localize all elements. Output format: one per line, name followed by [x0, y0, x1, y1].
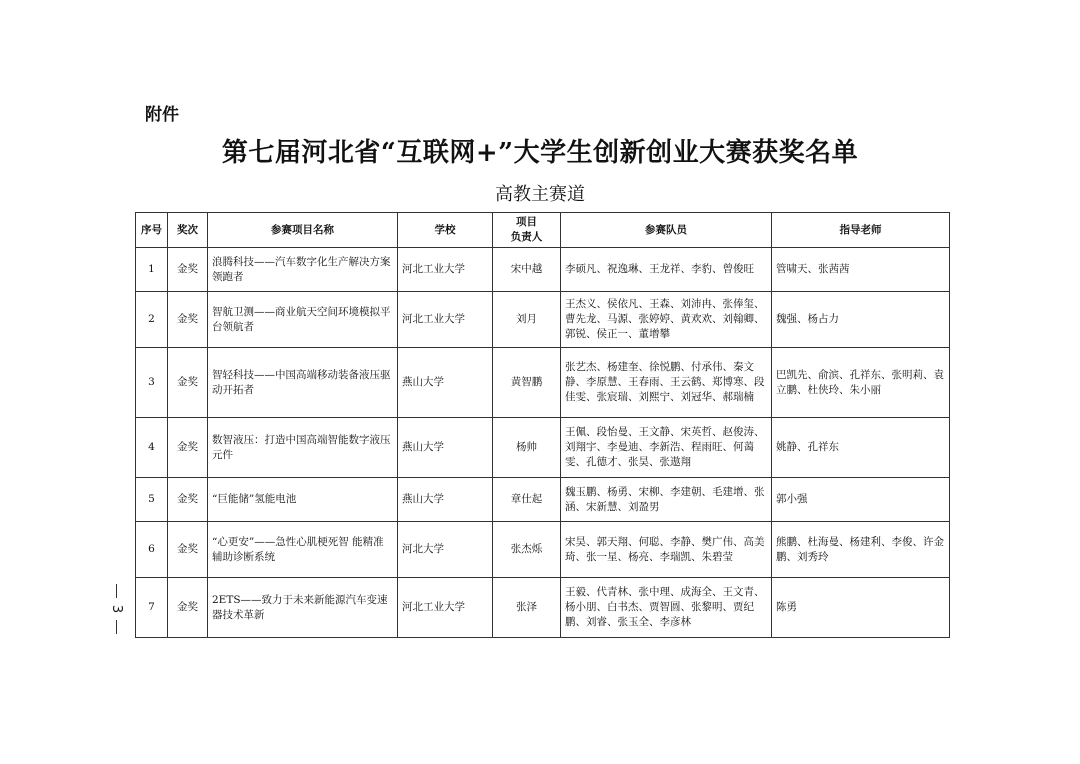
cell-school: 燕山大学	[398, 478, 493, 522]
page-number-dash-bottom	[116, 620, 117, 634]
cell-leader: 刘月	[493, 292, 561, 348]
header-project: 参赛项目名称	[208, 213, 398, 248]
cell-award: 金奖	[168, 292, 208, 348]
table-row	[136, 248, 950, 292]
table-row	[136, 348, 950, 418]
cell-members: 张艺杰、杨建奎、徐悦鹏、付承伟、秦文静、李原慧、王春雨、王云鹤、郑博寒、段佳雯、张宸瑞、刘熙宁、刘冠华、郝瑞楠	[561, 348, 772, 418]
cell-members: 李硕凡、祝逸琳、王龙祥、李豹、曾俊旺	[561, 248, 772, 292]
cell-advisors: 姚静、孔祥东	[772, 418, 950, 478]
table-row	[136, 522, 950, 578]
cell-advisors: 巴凯先、俞滨、孔祥东、张明莉、袁立鹏、杜侠玲、朱小丽	[772, 348, 950, 418]
cell-school: 河北工业大学	[398, 248, 493, 292]
cell-school: 燕山大学	[398, 348, 493, 418]
header-no: 序号	[136, 213, 168, 248]
document-title: 第七届河北省“互联网+”大学生创新创业大赛获奖名单	[221, 138, 859, 168]
cell-leader: 黄智鹏	[493, 348, 561, 418]
cell-award: 金奖	[168, 248, 208, 292]
header-award: 奖次	[168, 213, 208, 248]
cell-project: 数智液压：打造中国高端智能数字液压元件	[208, 418, 398, 478]
table-header	[136, 213, 950, 248]
table-row	[136, 418, 950, 478]
cell-members: 王佩、段怡曼、王文静、宋英哲、赵俊涛、刘翔宇、李曼迪、李新浩、程雨旺、何蔼雯、孔德才、张昊、张遨翔	[561, 418, 772, 478]
cell-no: 6	[136, 522, 168, 578]
cell-advisors: 郭小强	[772, 478, 950, 522]
cell-members: 王毅、代青林、张中理、成海全、王文青、杨小朋、白书杰、贾智圆、张黎明、贾纪鹏、刘睿、张玉全、李彦林	[561, 578, 772, 638]
cell-advisors: 魏强、杨占力	[772, 292, 950, 348]
cell-leader: 章仕起	[493, 478, 561, 522]
header-leader	[493, 213, 561, 248]
cell-advisors: 陈勇	[772, 578, 950, 638]
header-row	[136, 213, 950, 248]
cell-leader: 张杰烁	[493, 522, 561, 578]
cell-advisors: 熊鹏、杜海曼、杨建利、李俊、许金鹏、刘秀玲	[772, 522, 950, 578]
table-body	[136, 248, 950, 638]
page-number	[108, 580, 124, 638]
cell-members: 王杰义、侯依凡、王森、刘沛冉、张俸玺、曹先龙、马源、张婷婷、黄欢欢、刘翰卿、郭锐、侯正一、董增攀	[561, 292, 772, 348]
cell-award: 金奖	[168, 578, 208, 638]
cell-school: 河北工业大学	[398, 292, 493, 348]
cell-leader: 宋中越	[493, 248, 561, 292]
header-advisors: 指导老师	[772, 213, 950, 248]
cell-project: 浪腾科技——汽车数字化生产解决方案领跑者	[208, 248, 398, 292]
cell-members: 魏玉鹏、杨勇、宋柳、李建朝、毛建增、张涵、宋新慧、刘盈男	[561, 478, 772, 522]
header-members: 参赛队员	[561, 213, 772, 248]
cell-project: 智轻科技——中国高端移动装备液压驱动开拓者	[208, 348, 398, 418]
cell-advisors: 管啸天、张茜茜	[772, 248, 950, 292]
cell-no: 7	[136, 578, 168, 638]
table-row	[136, 292, 950, 348]
award-table	[135, 212, 950, 638]
header-leader-line2: 负责人	[510, 231, 543, 243]
cell-award: 金奖	[168, 522, 208, 578]
cell-no: 1	[136, 248, 168, 292]
cell-project: 2ETS——致力于未来新能源汽车变速器技术革新	[208, 578, 398, 638]
cell-project: 智航卫测——商业航天空间环境模拟平台领航者	[208, 292, 398, 348]
cell-school: 河北大学	[398, 522, 493, 578]
cell-no: 4	[136, 418, 168, 478]
table-row	[136, 578, 950, 638]
header-leader-line1: 项目	[516, 216, 537, 228]
cell-project: “巨能储”氢能电池	[208, 478, 398, 522]
cell-award: 金奖	[168, 478, 208, 522]
page-number-dash-top	[116, 584, 117, 598]
page-number-value: 3	[109, 604, 124, 614]
cell-no: 2	[136, 292, 168, 348]
cell-leader: 杨帅	[493, 418, 561, 478]
cell-project: “心更安”——急性心肌梗死智 能精准辅助诊断系统	[208, 522, 398, 578]
cell-award: 金奖	[168, 418, 208, 478]
cell-no: 5	[136, 478, 168, 522]
header-school: 学校	[398, 213, 493, 248]
cell-leader: 张泽	[493, 578, 561, 638]
cell-members: 宋昊、郭天翔、何聪、李静、樊广伟、高美琦、张一星、杨亮、李瑞凯、朱碧莹	[561, 522, 772, 578]
cell-award: 金奖	[168, 348, 208, 418]
attachment-label: 附件	[145, 105, 179, 125]
cell-no: 3	[136, 348, 168, 418]
cell-school: 燕山大学	[398, 418, 493, 478]
table-row	[136, 478, 950, 522]
cell-school: 河北工业大学	[398, 578, 493, 638]
document-subtitle: 高教主赛道	[495, 184, 585, 205]
